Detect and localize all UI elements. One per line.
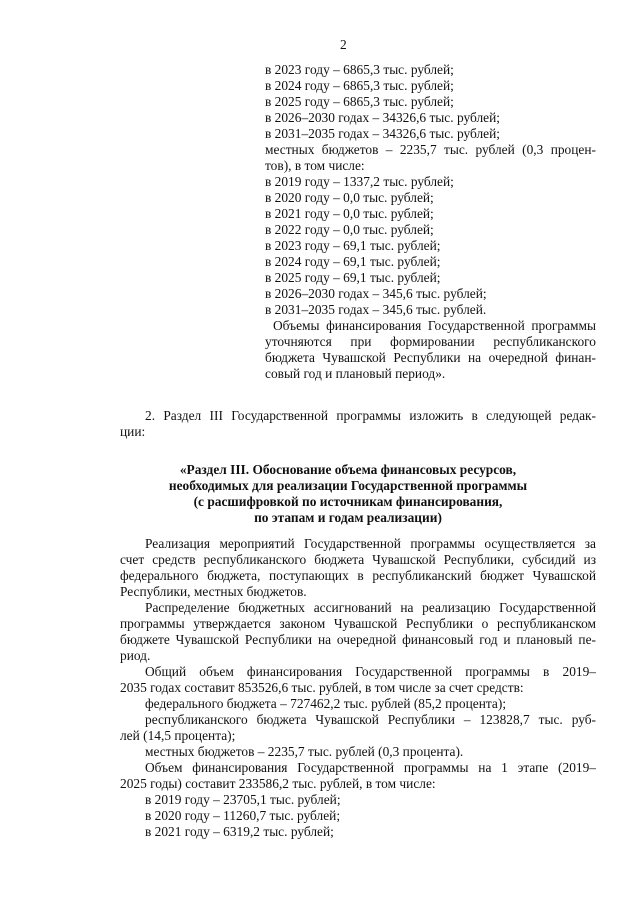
text-line: лей (14,5 процента); xyxy=(120,728,236,743)
text-line: Реализация мероприятий Государственной программы осуществляется за xyxy=(145,536,596,551)
text-line: в 2023 году – 69,1 тыс. рублей; xyxy=(265,238,441,253)
text-line: федерального бюджета, поступающих в республиканский бюджет Чувашской xyxy=(120,568,596,583)
text-line: в 2031–2035 годах – 34326,6 тыс. рублей; xyxy=(265,126,500,141)
text-line: бюджете Чувашской Республики на очередной финансовый год и плановый пе- xyxy=(120,632,596,647)
text-line: в 2023 году – 6865,3 тыс. рублей; xyxy=(265,62,454,77)
text-line: федерального бюджета – 727462,2 тыс. рублей (85,2 процента); xyxy=(145,696,507,711)
text-line: 2. Раздел III Государственной программы изложить в следующей редак- xyxy=(145,408,596,423)
text-line: республиканского бюджета Чувашской Республики – 123828,7 тыс. руб- xyxy=(145,712,596,727)
text-line: в 2020 году – 0,0 тыс. рублей; xyxy=(265,190,434,205)
text-line: тов), в том числе: xyxy=(265,158,365,173)
text-line: уточняются при формировании республиканского xyxy=(265,334,596,349)
text-line: в 2026–2030 годах – 34326,6 тыс. рублей; xyxy=(265,110,500,125)
text-line: в 2025 году – 69,1 тыс. рублей; xyxy=(265,270,441,285)
text-line: бюджета Чувашской Республики на очередной финан- xyxy=(265,350,596,365)
text-line: совый год и плановый период». xyxy=(265,366,446,381)
text-line: Объем финансирования Государственной программы на 1 этапе (2019– xyxy=(145,760,596,775)
text-line: 2025 годы) составит 233586,2 тыс. рублей, в том числе: xyxy=(120,776,436,791)
text-line: Общий объем финансирования Государственной программы в 2019– xyxy=(145,664,596,679)
heading-line: «Раздел III. Обоснование объема финансовых ресурсов, xyxy=(179,462,517,477)
text-line: в 2024 году – 69,1 тыс. рублей; xyxy=(265,254,441,269)
text-line: в 2024 году – 6865,3 тыс. рублей; xyxy=(265,78,454,93)
text-line: в 2031–2035 годах – 345,6 тыс. рублей. xyxy=(265,302,487,317)
text-line: местных бюджетов – 2235,7 тыс. рублей (0,3 процента). xyxy=(145,744,464,759)
text-line: счет средств республиканского бюджета Чувашской Республики, субсидий из xyxy=(120,552,596,567)
text-line: в 2019 году – 1337,2 тыс. рублей; xyxy=(265,174,454,189)
text-line: ции: xyxy=(120,424,146,439)
text-line: в 2020 году – 11260,7 тыс. рублей; xyxy=(145,808,341,823)
heading-line: необходимых для реализации Государственной программы xyxy=(168,478,528,493)
heading-line: (с расшифровкой по источникам финансирования, xyxy=(193,494,503,509)
text-line: в 2025 году – 6865,3 тыс. рублей; xyxy=(265,94,454,109)
text-line: в 2021 году – 6319,2 тыс. рублей; xyxy=(145,824,334,839)
text-line: в 2019 году – 23705,1 тыс. рублей; xyxy=(145,792,341,807)
text-line: программы утверждается законом Чувашской Республики о республиканском xyxy=(120,616,596,631)
heading-line: по этапам и годам реализации) xyxy=(254,510,442,525)
text-line: местных бюджетов – 2235,7 тыс. рублей (0,3 процен- xyxy=(265,142,596,157)
text-line: Распределение бюджетных ассигнований на реализацию Государственной xyxy=(145,600,596,615)
text-line: Объемы финансирования Государственной программы xyxy=(273,318,596,333)
text-line: в 2026–2030 годах – 345,6 тыс. рублей; xyxy=(265,286,487,301)
text-line: в 2021 году – 0,0 тыс. рублей; xyxy=(265,206,434,221)
text-line: риод. xyxy=(120,648,151,663)
text-line: 2035 годах составит 853526,6 тыс. рублей, в том числе за счет средств: xyxy=(120,680,524,695)
text-line: в 2022 году – 0,0 тыс. рублей; xyxy=(265,222,434,237)
text-line: Республики, местных бюджетов. xyxy=(120,584,307,599)
page-number: 2 xyxy=(340,37,347,52)
